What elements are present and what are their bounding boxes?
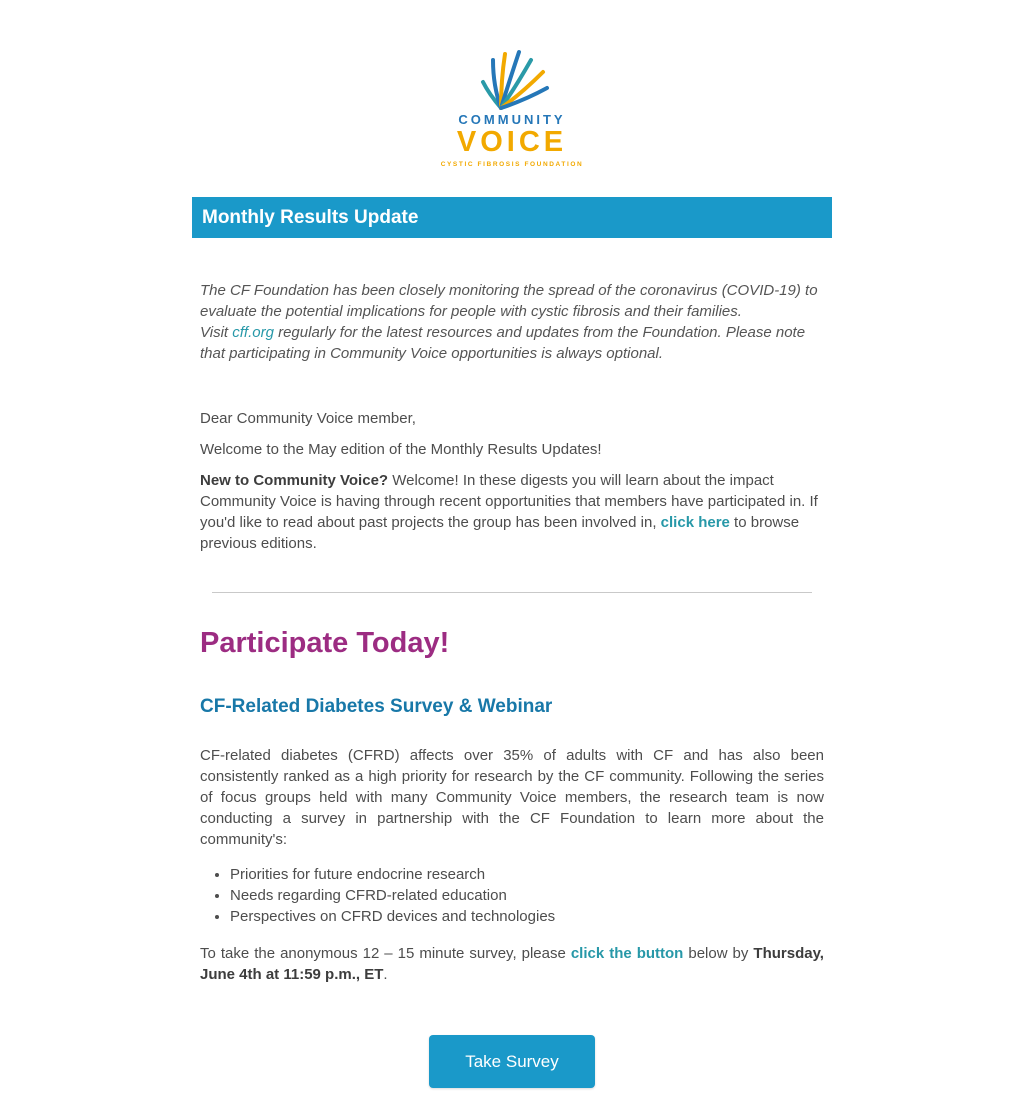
section-header-title: Monthly Results Update: [202, 207, 419, 228]
list-item: • Needs regarding CFRD-related education: [230, 885, 824, 906]
take-survey-button[interactable]: Take Survey: [429, 1035, 595, 1088]
section-header-bar: [192, 197, 832, 238]
covid-notice-visit-line: [200, 322, 824, 364]
participate-heading: Participate Today!: [200, 627, 450, 659]
click-the-button-link[interactable]: click the button: [570, 945, 684, 962]
logo-fan-icon: [457, 48, 567, 110]
logo-voice-text: VOICE: [456, 126, 568, 158]
list-item: • Priorities for future endocrine research: [230, 864, 824, 885]
list-item: • Perspectives on CFRD devices and technologies: [230, 906, 824, 927]
cff-org-link[interactable]: cff.org: [232, 324, 274, 341]
cta-suffix-text: .: [383, 966, 388, 983]
covid-notice-line: The CF Foundation has been closely monitoring the spread of the coronavirus (COVID-19) to evaluate the potential implications for people with cystic fibrosis and their families.: [200, 282, 818, 320]
welcome-text: Welcome to the May edition of the Monthly Results Updates!: [200, 441, 602, 458]
greeting-text: Dear Community Voice member,: [200, 410, 416, 427]
community-voice-logo: [192, 0, 832, 171]
survey-topics-list: [200, 864, 824, 927]
cta-deadline-text: Thursday, June 4th at 11:59 p.m., ET: [200, 945, 824, 983]
logo-tagline-text: CYSTIC FIBROSIS FOUNDATION: [440, 161, 584, 168]
survey-description: CF-related diabetes (CFRD) affects over 35% of adults with CF and has also been consistently ranked as a high priority for research by the CF community. Following the series of focus groups held with many Community Voice members, the research team is now conducting a survey in partnership with the CF Foundation to learn more about the community's:: [200, 747, 824, 848]
visit-prefix-text: Visit: [200, 324, 233, 341]
new-members-text-1: Welcome! In these digests you will learn about the impact Community Voice is having through recent opportunities that members have participated in. If you'd like to read about past projects the group has been involved in,: [200, 472, 818, 531]
visit-suffix-text: regularly for the latest resources and updates from the Foundation. Please note that participating in Community Voice opportunities is always optional.: [200, 324, 806, 362]
cta-prefix-text: To take the anonymous 12 – 15 minute survey, please: [200, 945, 571, 962]
email-body: [192, 280, 832, 1108]
new-members-paragraph: [200, 470, 824, 554]
new-members-text-2: to browse previous editions.: [200, 514, 800, 552]
survey-subheading: CF-Related Diabetes Survey & Webinar: [200, 696, 553, 717]
cta-paragraph: [200, 943, 824, 985]
email-container: [192, 0, 832, 1108]
new-members-bold-text: New to Community Voice?: [200, 472, 389, 489]
click-here-link[interactable]: click here: [660, 514, 730, 531]
section-divider: [212, 592, 812, 593]
cta-mid-text: below by: [683, 945, 754, 962]
logo-inner: [441, 48, 584, 169]
button-row: [200, 1017, 824, 1108]
logo-community-text: COMMUNITY: [458, 112, 566, 127]
covid-notice: [200, 280, 824, 364]
